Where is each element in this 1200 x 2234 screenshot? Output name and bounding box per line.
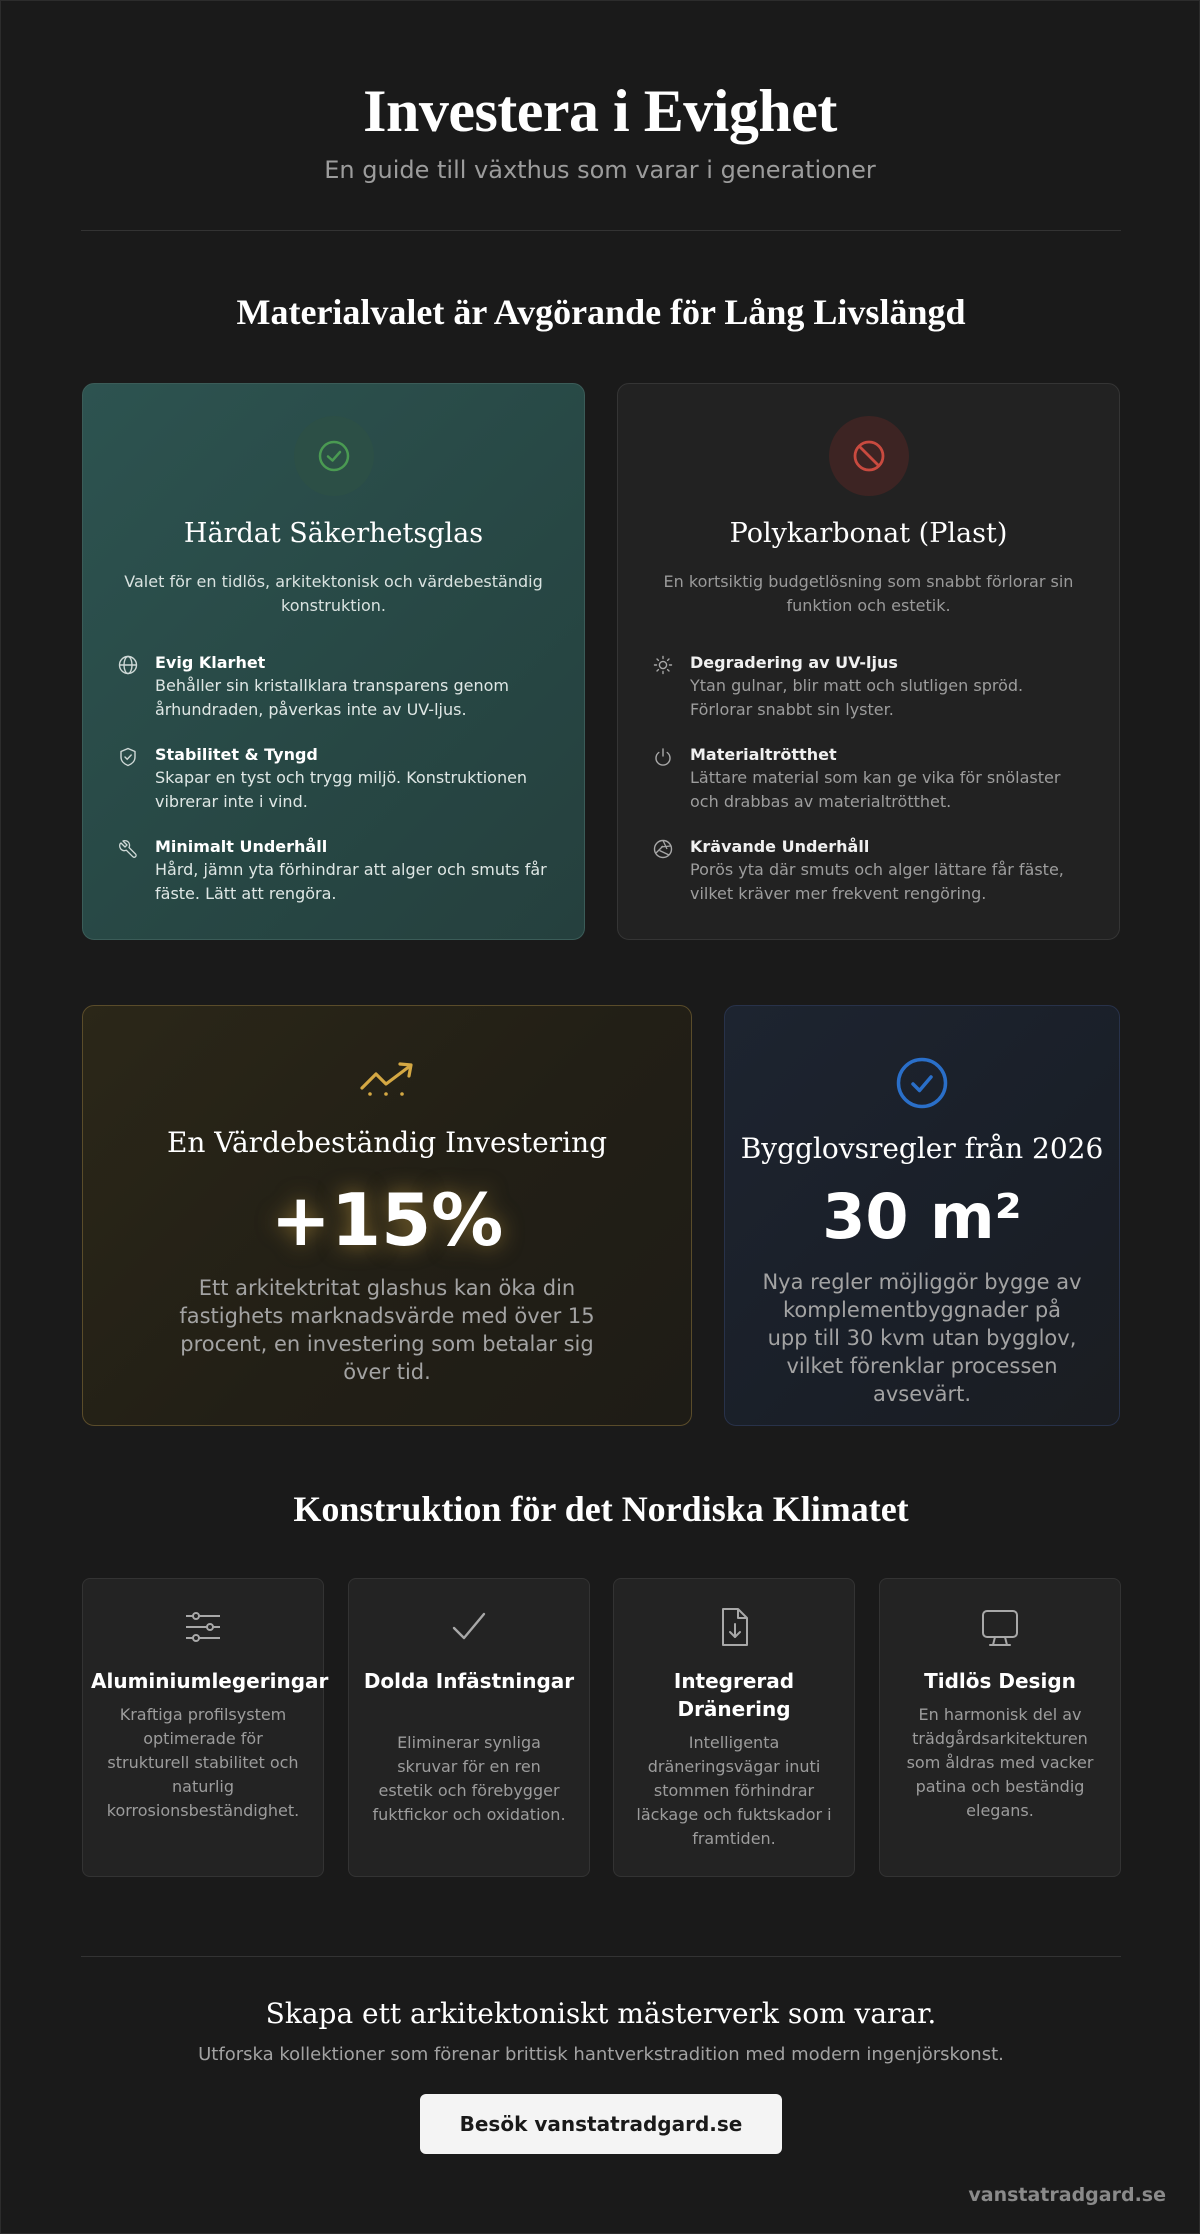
- construction-card: [348, 1578, 590, 1877]
- feature-title: Materialtrötthet: [690, 745, 837, 764]
- feature-text: Hård, jämn yta förhindrar att alger och smuts får fäste. Lätt att rengöra.: [155, 860, 547, 903]
- construction-heading: Konstruktion för det Nordiska Klimatet: [293, 1489, 909, 1529]
- poly-description: En kortsiktig budgetlösning som snabbt förlorar sin funktion och estetik.: [663, 572, 1074, 615]
- investment-text: Ett arkitektritat glashus kan öka din fastighets marknadsvärde med över 15 procent, en investering som betalar sig över tid.: [179, 1276, 595, 1384]
- footer-brand: vanstatradgard.se: [968, 2184, 1166, 2206]
- construction-text: En harmonisk del av trädgårdsarkitekturen som åldras med vacker patina och beständig elegans.: [906, 1705, 1094, 1820]
- bygglov-card: [724, 1005, 1120, 1426]
- ban-icon: [829, 416, 909, 496]
- construction-card: [613, 1578, 855, 1877]
- feature-title: Evig Klarhet: [155, 653, 266, 672]
- divider-top: [81, 230, 1121, 231]
- feature-text: Skapar en tyst och trygg miljö. Konstruktionen vibrerar inte i vind.: [155, 768, 528, 811]
- feature-title: Minimalt Underhåll: [155, 837, 328, 856]
- feature-title: Stabilitet & Tyngd: [155, 745, 318, 764]
- feature-evig-klarhet: [117, 652, 554, 722]
- feature-underhall: [117, 836, 554, 906]
- construction-card: [879, 1578, 1121, 1877]
- wrench-icon: [117, 838, 139, 860]
- investment-value: +15%: [270, 1178, 504, 1262]
- check-circle-icon: [895, 1056, 949, 1110]
- glass-card: [82, 383, 585, 940]
- bygglov-value: 30 m²: [822, 1180, 1022, 1253]
- materials-heading: Materialvalet är Avgörande för Lång Livslängd: [236, 292, 966, 332]
- power-icon: [652, 746, 674, 768]
- check-circle-icon: [294, 416, 374, 496]
- bygglov-title: Bygglovsregler från 2026: [740, 1132, 1104, 1165]
- construction-text: Kraftiga profilsystem optimerade för strukturell stabilitet och naturlig korrosionsbeständighet.: [106, 1705, 300, 1820]
- glass-title: Härdat Säkerhetsglas: [183, 518, 484, 549]
- hero: [1, 1, 1199, 184]
- construction-title: Integrerad Dränering: [673, 1669, 795, 1721]
- cta-subtitle: Utforska kollektioner som förenar brittisk hantverkstradition med modern ingenjörskonst.: [198, 2044, 1004, 2065]
- check-icon: [447, 1605, 491, 1649]
- investment-title: En Värdebeständig Investering: [166, 1126, 608, 1159]
- sun-icon: [652, 654, 674, 676]
- glass-description: Valet för en tidlös, arkitektonisk och värdebeständig konstruktion.: [124, 572, 543, 615]
- feature-uv: [652, 652, 1089, 722]
- poly-title: Polykarbonat (Plast): [729, 518, 1008, 549]
- feature-text: Lättare material som kan ge vika för snölaster och drabbas av materialtrötthet.: [690, 768, 1061, 811]
- monitor-icon: [978, 1605, 1022, 1649]
- construction-text: Intelligenta dräneringsvägar inuti stommen förhindrar läckage och fuktskador i framtiden.: [636, 1733, 832, 1848]
- construction-title: Dolda Infästningar: [363, 1669, 575, 1693]
- shield-check-icon: [117, 746, 139, 768]
- poly-card: [617, 383, 1120, 940]
- page-title: Investera i Evighet: [363, 78, 837, 144]
- construction-text: Eliminerar synliga skruvar för en ren estetik och förebygger fuktfickor och oxidation.: [372, 1733, 566, 1824]
- feature-text: Ytan gulnar, blir matt och slutligen spröd. Förlorar snabbt sin lyster.: [690, 676, 1024, 719]
- aperture-icon: [652, 838, 674, 860]
- feature-trotthet: [652, 744, 1089, 814]
- cta-title: Skapa ett arkitektoniskt mästerverk som varar.: [265, 1997, 937, 2030]
- investment-card: [82, 1005, 692, 1426]
- divider-bottom: [81, 1956, 1121, 1957]
- file-download-icon: [712, 1605, 756, 1649]
- feature-text: Behåller sin kristallklara transparens genom århundraden, påverkas inte av UV-ljus.: [155, 676, 509, 719]
- page-subtitle: En guide till växthus som varar i generationer: [324, 156, 876, 184]
- visit-site-button[interactable]: Besök vanstatradgard.se: [420, 2094, 782, 2154]
- feature-kravande: [652, 836, 1089, 906]
- trend-up-icon: [358, 1058, 418, 1098]
- construction-card: [82, 1578, 329, 1877]
- globe-icon: [117, 654, 139, 676]
- sliders-icon: [181, 1605, 225, 1649]
- feature-title: Krävande Underhåll: [690, 837, 870, 856]
- construction-title: Aluminiumlegeringar: [91, 1669, 329, 1693]
- bygglov-text: Nya regler möjliggör bygge av komplementbyggnader på upp till 30 kvm utan bygglov, vilket förenklar processen avsevärt.: [762, 1270, 1082, 1406]
- feature-text: Porös yta där smuts och alger lättare får fäste, vilket kräver mer frekvent rengöring.: [690, 860, 1064, 903]
- construction-title: Tidlös Design: [924, 1669, 1076, 1693]
- feature-stabilitet: [117, 744, 554, 814]
- feature-title: Degradering av UV-ljus: [690, 653, 898, 672]
